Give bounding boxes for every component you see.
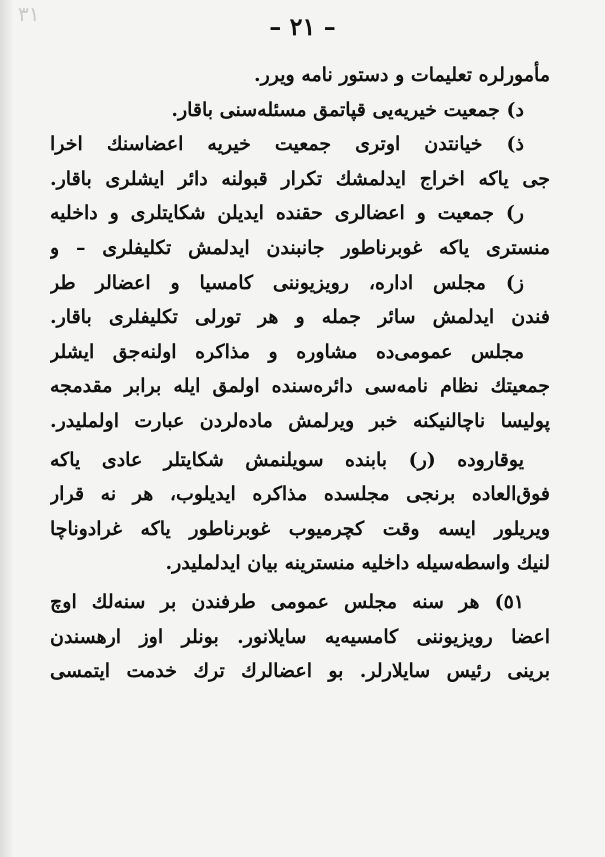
page-number: – ٢١ – <box>269 12 336 41</box>
text-line-18: برينى رئيس سايلارلر. بو اعضالرك ترك خدمت ايتمسى <box>50 660 550 683</box>
text-line-5: ر) جمعيت و اعضالرى حقنده ايديلن شكايتلرى و داخليه <box>50 202 524 225</box>
text-line-17: اعضا رويزيوننى كامسيه‌يه سايلانور. بونلر اوز ارهسندن <box>50 625 550 648</box>
faded-corner-mark: ٣١ <box>18 2 40 26</box>
text-line-13: فوق‌العاده برنجى مجلسده مذاكره ايديلوب، هر نه قرار <box>50 483 550 506</box>
body-text <box>50 58 550 689</box>
text-line-11: پوليسا ناچالنيكنه خبر ويرلمش ماده‌لردن عبارت اولمليدر. <box>50 409 550 432</box>
text-line-6: منسترى ياكه غوبرناطور جانبندن ايدلمش تكليفلرى – و <box>50 236 550 259</box>
text-line-16: ٥١) هر سنه مجلس عمومى طرفندن بر سنه‌لك اوچ <box>50 590 524 613</box>
text-line-1: مأمورلره تعليمات و دستور نامه ويرر. <box>253 64 550 86</box>
text-line-12: يوقاروده (ر) بابنده سويلنمش شكايتلر عادى ياكه <box>50 448 524 471</box>
page-edge-shadow <box>0 0 14 857</box>
text-line-7: ز) مجلس اداره، رويزيوننى كامسيا و اعضالر طر <box>50 271 524 294</box>
text-line-4: جى ياكه اخراج ايدلمشك تكرار قبولنه دائر ايشلرى باقار. <box>50 167 550 190</box>
text-line-9: مجلس عمومى‌ده مشاوره و مذاكره اولنه‌جق ايشلر <box>50 340 524 363</box>
text-line-2: د) جمعيت خيريه‌يى قپاتمق مسئله‌سنى باقار. <box>171 98 524 121</box>
text-line-15: لنيك واسطه‌سيله داخليه منسترينه بيان ايدلمليدر. <box>165 552 550 575</box>
text-line-10: جمعيتك نظام نامه‌سى دائره‌سنده اولمق ايله برابر مقدمجه <box>50 375 550 398</box>
text-line-8: فندن ايدلمش سائر جمله و هر تورلى تكليفلرى باقار. <box>50 306 550 329</box>
text-line-14: ويريلور ايسه وقت كچرميوب غوبرناطور ياكه غرادوناچا <box>50 517 550 540</box>
text-line-3: ذ) خيانتدن اوترى جمعيت خيريه اعضاسنك اخرا <box>50 133 524 156</box>
